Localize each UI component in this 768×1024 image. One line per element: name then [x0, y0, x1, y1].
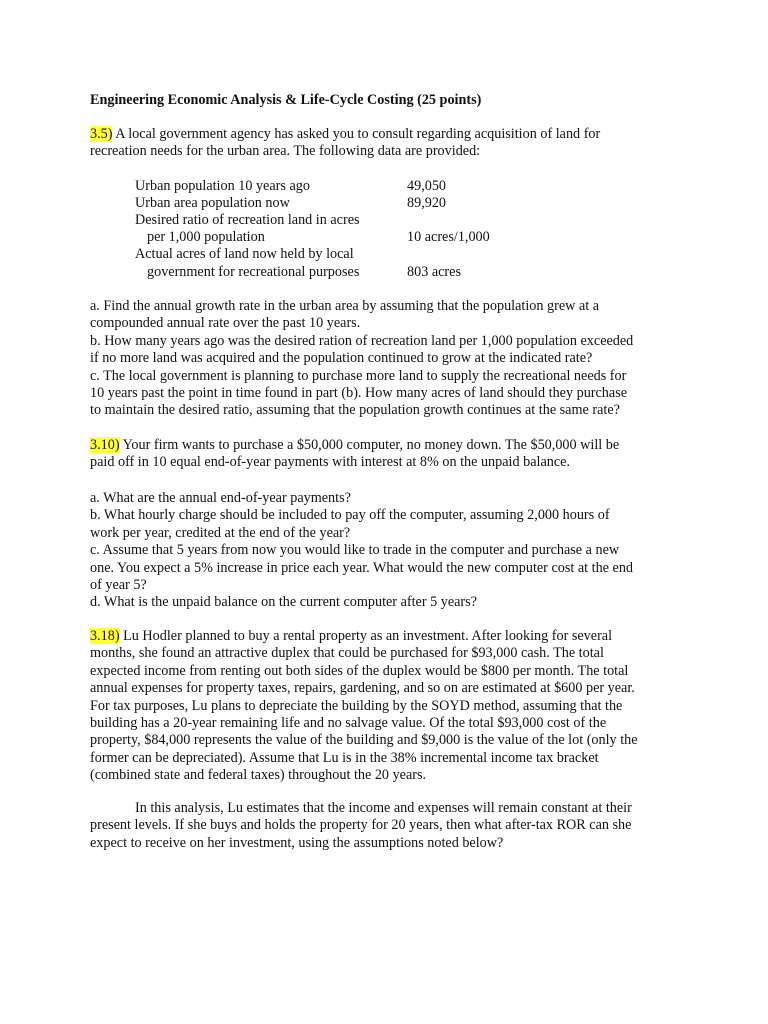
table-label: government for recreational purposes	[147, 264, 360, 280]
body-line: months, she found an attractive duplex that could be purchased for $93,000 cash. The total	[90, 645, 604, 662]
body-line: property, $84,000 represents the value of the building and $9,000 is the value of the lot (only the	[90, 732, 638, 749]
question-line: b. What hourly charge should be included to pay off the computer, assuming 2,000 hours of	[90, 507, 610, 524]
body-line: former can be depreciated). Assume that Lu is in the 38% incremental income tax bracket	[90, 749, 599, 766]
body-line: annual expenses for property taxes, repairs, gardening, and so on are estimated at $600 per year.	[90, 680, 635, 697]
problem-3-10-intro-line-1	[90, 437, 690, 454]
body-line: expected income from renting out both sides of the duplex would be $800 per month. The total	[90, 662, 629, 679]
analysis-line: In this analysis, Lu estimates that the income and expenses will remain constant at their	[135, 800, 632, 816]
body-line: building has a 20-year remaining life and no salvage value. Of the total $93,000 cost of the	[90, 715, 607, 732]
question-line: c. The local government is planning to purchase more land to supply the recreational needs for	[90, 367, 627, 384]
question-line: b. How many years ago was the desired ration of recreation land per 1,000 population exceeded	[90, 332, 634, 349]
question-line: of year 5?	[90, 577, 147, 594]
table-label: Desired ratio of recreation land in acres	[135, 212, 360, 228]
body-line: (combined state and federal taxes) throughout the 20 years.	[90, 767, 427, 784]
analysis-line: expect to receive on her investment, using the assumptions noted below?	[90, 834, 504, 851]
question-line: 10 years past the point in time found in part (b). How many acres of land should they purchase	[90, 385, 628, 402]
question-line: one. You expect a 5% increase in price each year. What would the new computer cost at the end	[90, 559, 634, 576]
problem-number-3-5: 3.5)	[90, 126, 113, 142]
problem-3-5-intro-line-1	[90, 126, 690, 143]
question-line: d. What is the unpaid balance on the current computer after 5 years?	[90, 594, 477, 611]
question-line: compounded annual rate over the past 10 years.	[90, 315, 361, 332]
problem-3-10-intro-line-2: paid off in 10 equal end-of-year payments with interest at 8% on the unpaid balance.	[90, 454, 570, 471]
table-value: 49,050	[407, 178, 447, 194]
question-line: work per year, credited at the end of the year?	[90, 524, 351, 541]
table-label: Actual acres of land now held by local	[135, 246, 354, 262]
body-line: For tax purposes, Lu plans to depreciate the building by the SOYD method, assuming that the	[90, 697, 623, 714]
problem-3-10-intro	[90, 437, 690, 472]
question-line: if no more land was acquired and the population continued to grow at the indicated rate?	[90, 350, 593, 367]
problem-3-18-body	[90, 628, 690, 785]
table-value: 803 acres	[407, 264, 461, 280]
table-value: 10 acres/1,000	[407, 229, 490, 245]
problem-3-5-intro-line-2: recreation needs for the urban area. The following data are provided:	[90, 143, 481, 160]
problem-3-5-intro	[90, 126, 690, 161]
question-line: a. Find the annual growth rate in the urban area by assuming that the population grew at a	[90, 298, 600, 314]
problem-3-18-analysis	[90, 800, 690, 852]
problem-number-3-10: 3.10)	[90, 437, 120, 453]
question-line: c. Assume that 5 years from now you would like to trade in the computer and purchase a new	[90, 542, 620, 559]
problem-3-5-intro-text-1: A local government agency has asked you to consult regarding acquisition of land for	[112, 126, 601, 142]
problem-3-5-questions	[90, 298, 690, 420]
problem-3-10-questions	[90, 490, 690, 612]
problem-number-3-18: 3.18)	[90, 628, 120, 644]
question-line: to maintain the desired ratio, assuming that the population growth continues at the same rate?	[90, 402, 620, 419]
problem-3-18-intro-line-1	[90, 628, 690, 645]
table-label: per 1,000 population	[147, 229, 265, 245]
table-label: Urban population 10 years ago	[135, 178, 310, 194]
analysis-line: present levels. If she buys and holds the property for 20 years, then what after-tax ROR can she	[90, 817, 632, 834]
problem-3-18-intro-text-1: Lu Hodler planned to buy a rental property as an investment. After looking for several	[119, 628, 613, 644]
question-line: a. What are the annual end-of-year payments?	[90, 490, 351, 506]
problem-3-10-intro-text-1: Your firm wants to purchase a $50,000 computer, no money down. The $50,000 will be	[119, 437, 620, 453]
table-value: 89,920	[407, 195, 447, 211]
document-title: Engineering Economic Analysis & Life-Cycle Costing (25 points)	[90, 92, 482, 108]
table-label: Urban area population now	[135, 195, 290, 211]
